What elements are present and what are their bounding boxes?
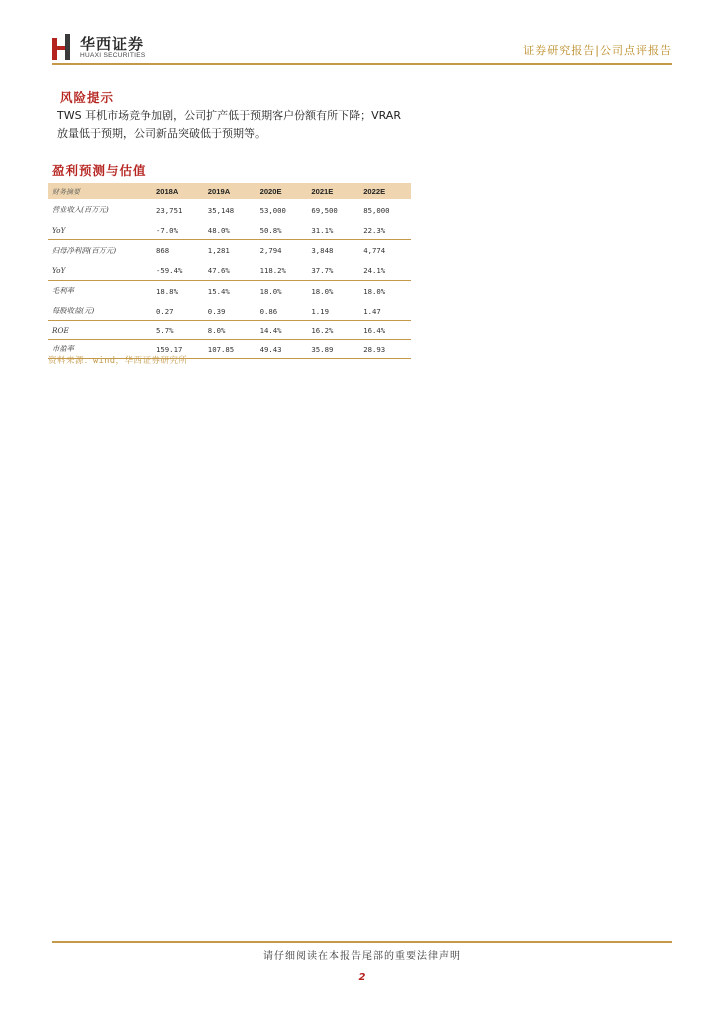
logo-chinese-name: 华西证券 bbox=[80, 35, 145, 53]
table-row bbox=[48, 240, 411, 262]
risk-paragraph: TWS 耳机市场竞争加剧，公司扩产低于预期客户份额有所下降；VRAR 放量低于预期，公司新品突破低于预期等。 bbox=[57, 109, 401, 140]
table-cell: 22.3% bbox=[359, 221, 411, 240]
table-cell: 50.8% bbox=[256, 221, 308, 240]
table-row bbox=[48, 221, 411, 240]
table-cell: 1,281 bbox=[207, 246, 230, 256]
table-cell: 35,148 bbox=[207, 205, 235, 215]
table-cell: -59.4% bbox=[152, 262, 204, 281]
table-cell: 18.0% bbox=[311, 286, 334, 296]
table-header-cell: 2019A bbox=[207, 187, 231, 196]
table-cell: 31.1% bbox=[307, 221, 359, 240]
page-number: 2 bbox=[358, 972, 366, 983]
table-cell: 18.0% bbox=[363, 286, 386, 296]
table-cell: 14.4% bbox=[256, 321, 308, 340]
logo-english-name: HUAXI SECURITIES bbox=[80, 52, 146, 59]
table-cell: 49.43 bbox=[256, 340, 308, 359]
table-row bbox=[48, 280, 411, 302]
table-cell: 0.39 bbox=[204, 302, 256, 321]
table-cell: 28.93 bbox=[359, 340, 411, 359]
table-cell: 18.8% bbox=[156, 286, 178, 296]
table-cell: 53,000 bbox=[259, 205, 286, 215]
table-cell: 16.4% bbox=[359, 321, 411, 340]
footer-divider bbox=[52, 941, 672, 943]
table-cell: 0.27 bbox=[152, 302, 204, 321]
table-cell: 23,751 bbox=[156, 205, 183, 215]
table-cell: 1.19 bbox=[307, 302, 359, 321]
table-cell: YoY bbox=[48, 262, 152, 281]
table-cell: ROE bbox=[48, 321, 152, 340]
table-header-cell: 2018A bbox=[156, 187, 179, 196]
legal-disclaimer-link: 请仔细阅读在本报告尾部的重要法律声明 bbox=[263, 951, 461, 962]
table-header-row bbox=[48, 183, 411, 199]
risk-section-title: 风险提示 bbox=[60, 90, 115, 105]
table-cell: 69,500 bbox=[311, 205, 338, 215]
table-cell: 0.86 bbox=[256, 302, 308, 321]
table-header-cell: 2020E bbox=[259, 187, 282, 196]
table-cell: 48.0% bbox=[204, 221, 256, 240]
table-row bbox=[48, 321, 411, 340]
table-cell: 37.7% bbox=[307, 262, 359, 281]
table-cell: 85,000 bbox=[363, 205, 390, 215]
table-cell: 5.7% bbox=[152, 321, 204, 340]
table-cell: 107.85 bbox=[204, 340, 256, 359]
huaxi-logo-icon bbox=[52, 34, 72, 60]
report-type-label: 证券研究报告|公司点评报告 bbox=[523, 44, 672, 57]
table-cell: 归母净利润(百万元) bbox=[52, 245, 117, 255]
table-cell: 8.0% bbox=[204, 321, 256, 340]
header-divider bbox=[52, 63, 672, 65]
table-cell: 每股收益(元) bbox=[48, 302, 152, 321]
table-cell: 市盈率 bbox=[48, 340, 152, 359]
table-header-cell: 2021E bbox=[311, 187, 334, 196]
table-cell: 营业收入(百万元) bbox=[52, 205, 109, 214]
table-row bbox=[48, 199, 411, 221]
table-cell: 868 bbox=[156, 246, 170, 256]
table-header-cell: 2022E bbox=[363, 187, 386, 196]
table-cell: 24.1% bbox=[359, 262, 411, 281]
table-cell: 16.2% bbox=[307, 321, 359, 340]
table-cell: 18.0% bbox=[259, 286, 282, 296]
table-cell: 4,774 bbox=[363, 246, 386, 256]
table-cell: 118.2% bbox=[256, 262, 308, 281]
table-cell: 35.89 bbox=[307, 340, 359, 359]
table-row bbox=[48, 262, 411, 281]
table-cell: 2,794 bbox=[259, 246, 282, 256]
table-cell: 15.4% bbox=[207, 286, 230, 296]
table-cell: YoY bbox=[48, 221, 152, 240]
forecast-table bbox=[48, 183, 411, 359]
table-cell: 3,848 bbox=[311, 246, 334, 256]
table-row bbox=[48, 302, 411, 321]
table-cell: 毛利率 bbox=[52, 286, 74, 296]
data-source-note: 资料来源：wind，华西证券研究所 bbox=[48, 356, 188, 366]
forecast-section-title: 盈利预测与估值 bbox=[52, 163, 147, 178]
table-cell: 1.47 bbox=[359, 302, 411, 321]
table-header-cell: 财务摘要 bbox=[52, 188, 80, 196]
table-cell: 159.17 bbox=[152, 340, 204, 359]
table-cell: 47.6% bbox=[204, 262, 256, 281]
table-cell: -7.0% bbox=[152, 221, 204, 240]
